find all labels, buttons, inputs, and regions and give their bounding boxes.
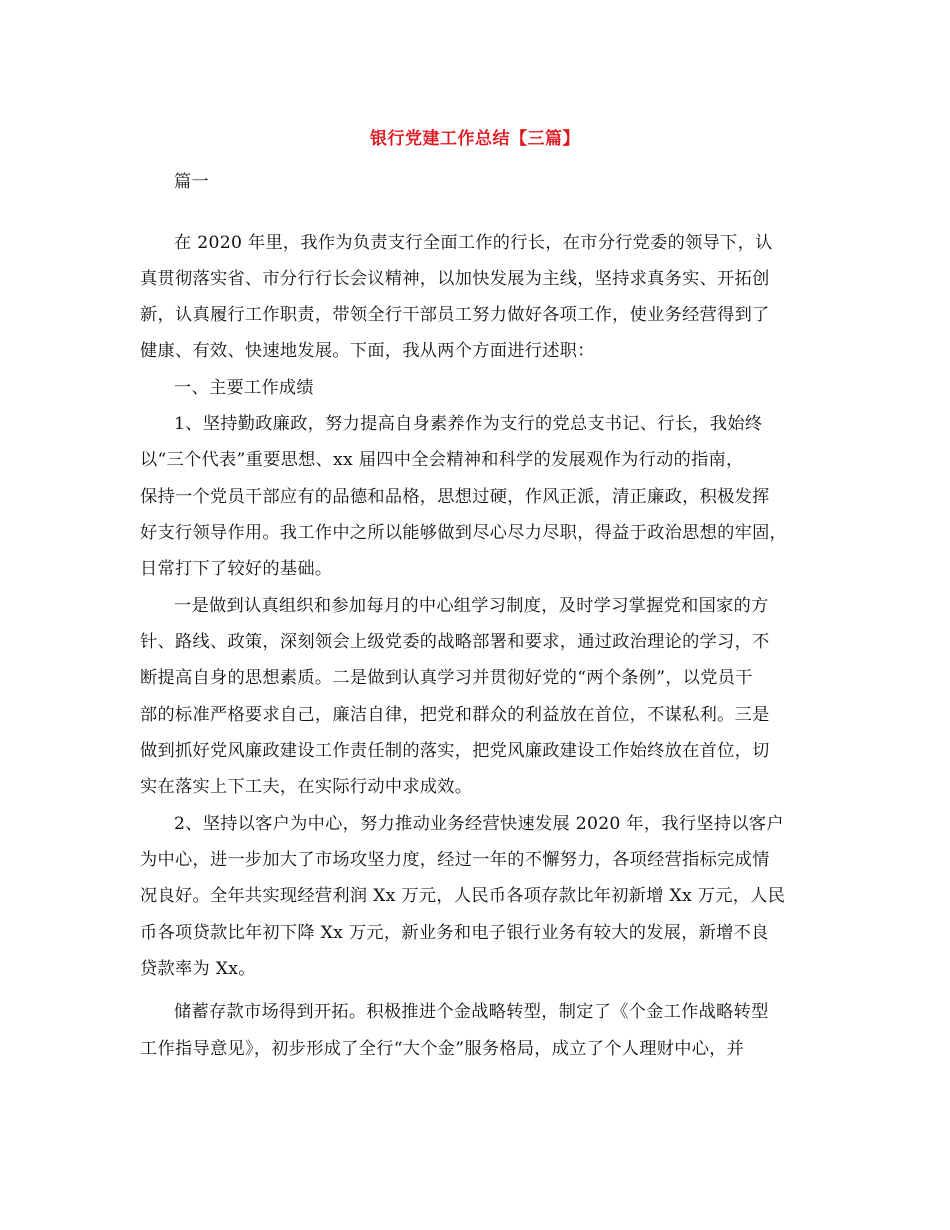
paragraph-line: 日常打下了较好的基础。 — [140, 559, 333, 579]
paragraph-line: 保持一个党员干部应有的品德和品格，思想过硬，作风正派，清正廉政，积极发挥 — [140, 487, 770, 507]
paragraph-line: 新，认真履行工作职责，带领全行干部员工努力做好各项工作，使业务经营得到了 — [140, 305, 770, 325]
document-title: 银行党建工作总结【三篇】 — [370, 129, 580, 149]
paragraph-line: 以“三个代表”重要思想、xx 届四中全会精神和科学的发展观作为行动的指南， — [140, 450, 744, 470]
paragraph-line: 工作指导意见》，初步形成了全行“大个金”服务格局，成立了个人理财中心，并 — [140, 1039, 745, 1059]
paragraph-line: 健康、有效、快速地发展。下面，我从两个方面进行述职： — [140, 341, 595, 361]
subsection-heading: 一、主要工作成绩 — [174, 378, 314, 398]
paragraph-line: 实在落实上下工夫，在实际行动中求成效。 — [140, 777, 473, 797]
section-heading: 篇一 — [174, 172, 209, 192]
paragraph-line: 2、坚持以客户为中心，努力推动业务经营快速发展 2020 年，我行坚持以客户 — [174, 814, 784, 834]
paragraph-line: 部的标准严格要求自己，廉洁自律，把党和群众的利益放在首位，不谋私利。三是 — [140, 705, 770, 725]
paragraph-line: 为中心，进一步加大了市场攻坚力度，经过一年的不懈努力，各项经营指标完成情 — [140, 850, 770, 870]
paragraph-line: 好支行领导作用。我工作中之所以能够做到尽心尽力尽职，得益于政治思想的牢固， — [140, 523, 788, 543]
paragraph-line: 做到抓好党风廉政建设工作责任制的落实，把党风廉政建设工作始终放在首位，切 — [140, 741, 770, 761]
paragraph-line: 一是做到认真组织和参加每月的中心组学习制度，及时学习掌握党和国家的方 — [174, 596, 769, 616]
paragraph-line: 况良好。全年共实现经营利润 Xx 万元，人民币各项存款比年初新增 Xx 万元，人民 — [140, 886, 786, 906]
paragraph-line: 币各项贷款比年初下降 Xx 万元，新业务和电子银行业务有较大的发展，新增不良 — [140, 923, 769, 943]
paragraph-line: 在 2020 年里，我作为负责支行全面工作的行长，在市分行党委的领导下，认 — [174, 233, 773, 253]
paragraph-line: 贷款率为 Xx。 — [140, 959, 256, 979]
paragraph-line: 针、路线、政策，深刻领会上级党委的战略部署和要求，通过政治理论的学习，不 — [140, 632, 770, 652]
paragraph-line: 1、坚持勤政廉政，努力提高自身素养作为支行的党总支书记、行长，我始终 — [174, 414, 763, 434]
paragraph-line: 断提高自身的思想素质。二是做到认真学习并贯彻好党的“两个条例”，以党员干 — [140, 668, 753, 688]
paragraph-line: 储蓄存款市场得到开拓。积极推进个金战略转型，制定了《个金工作战略转型 — [174, 1002, 769, 1022]
paragraph-line: 真贯彻落实省、市分行行长会议精神，以加快发展为主线，坚持求真务实、开拓创 — [140, 269, 770, 289]
